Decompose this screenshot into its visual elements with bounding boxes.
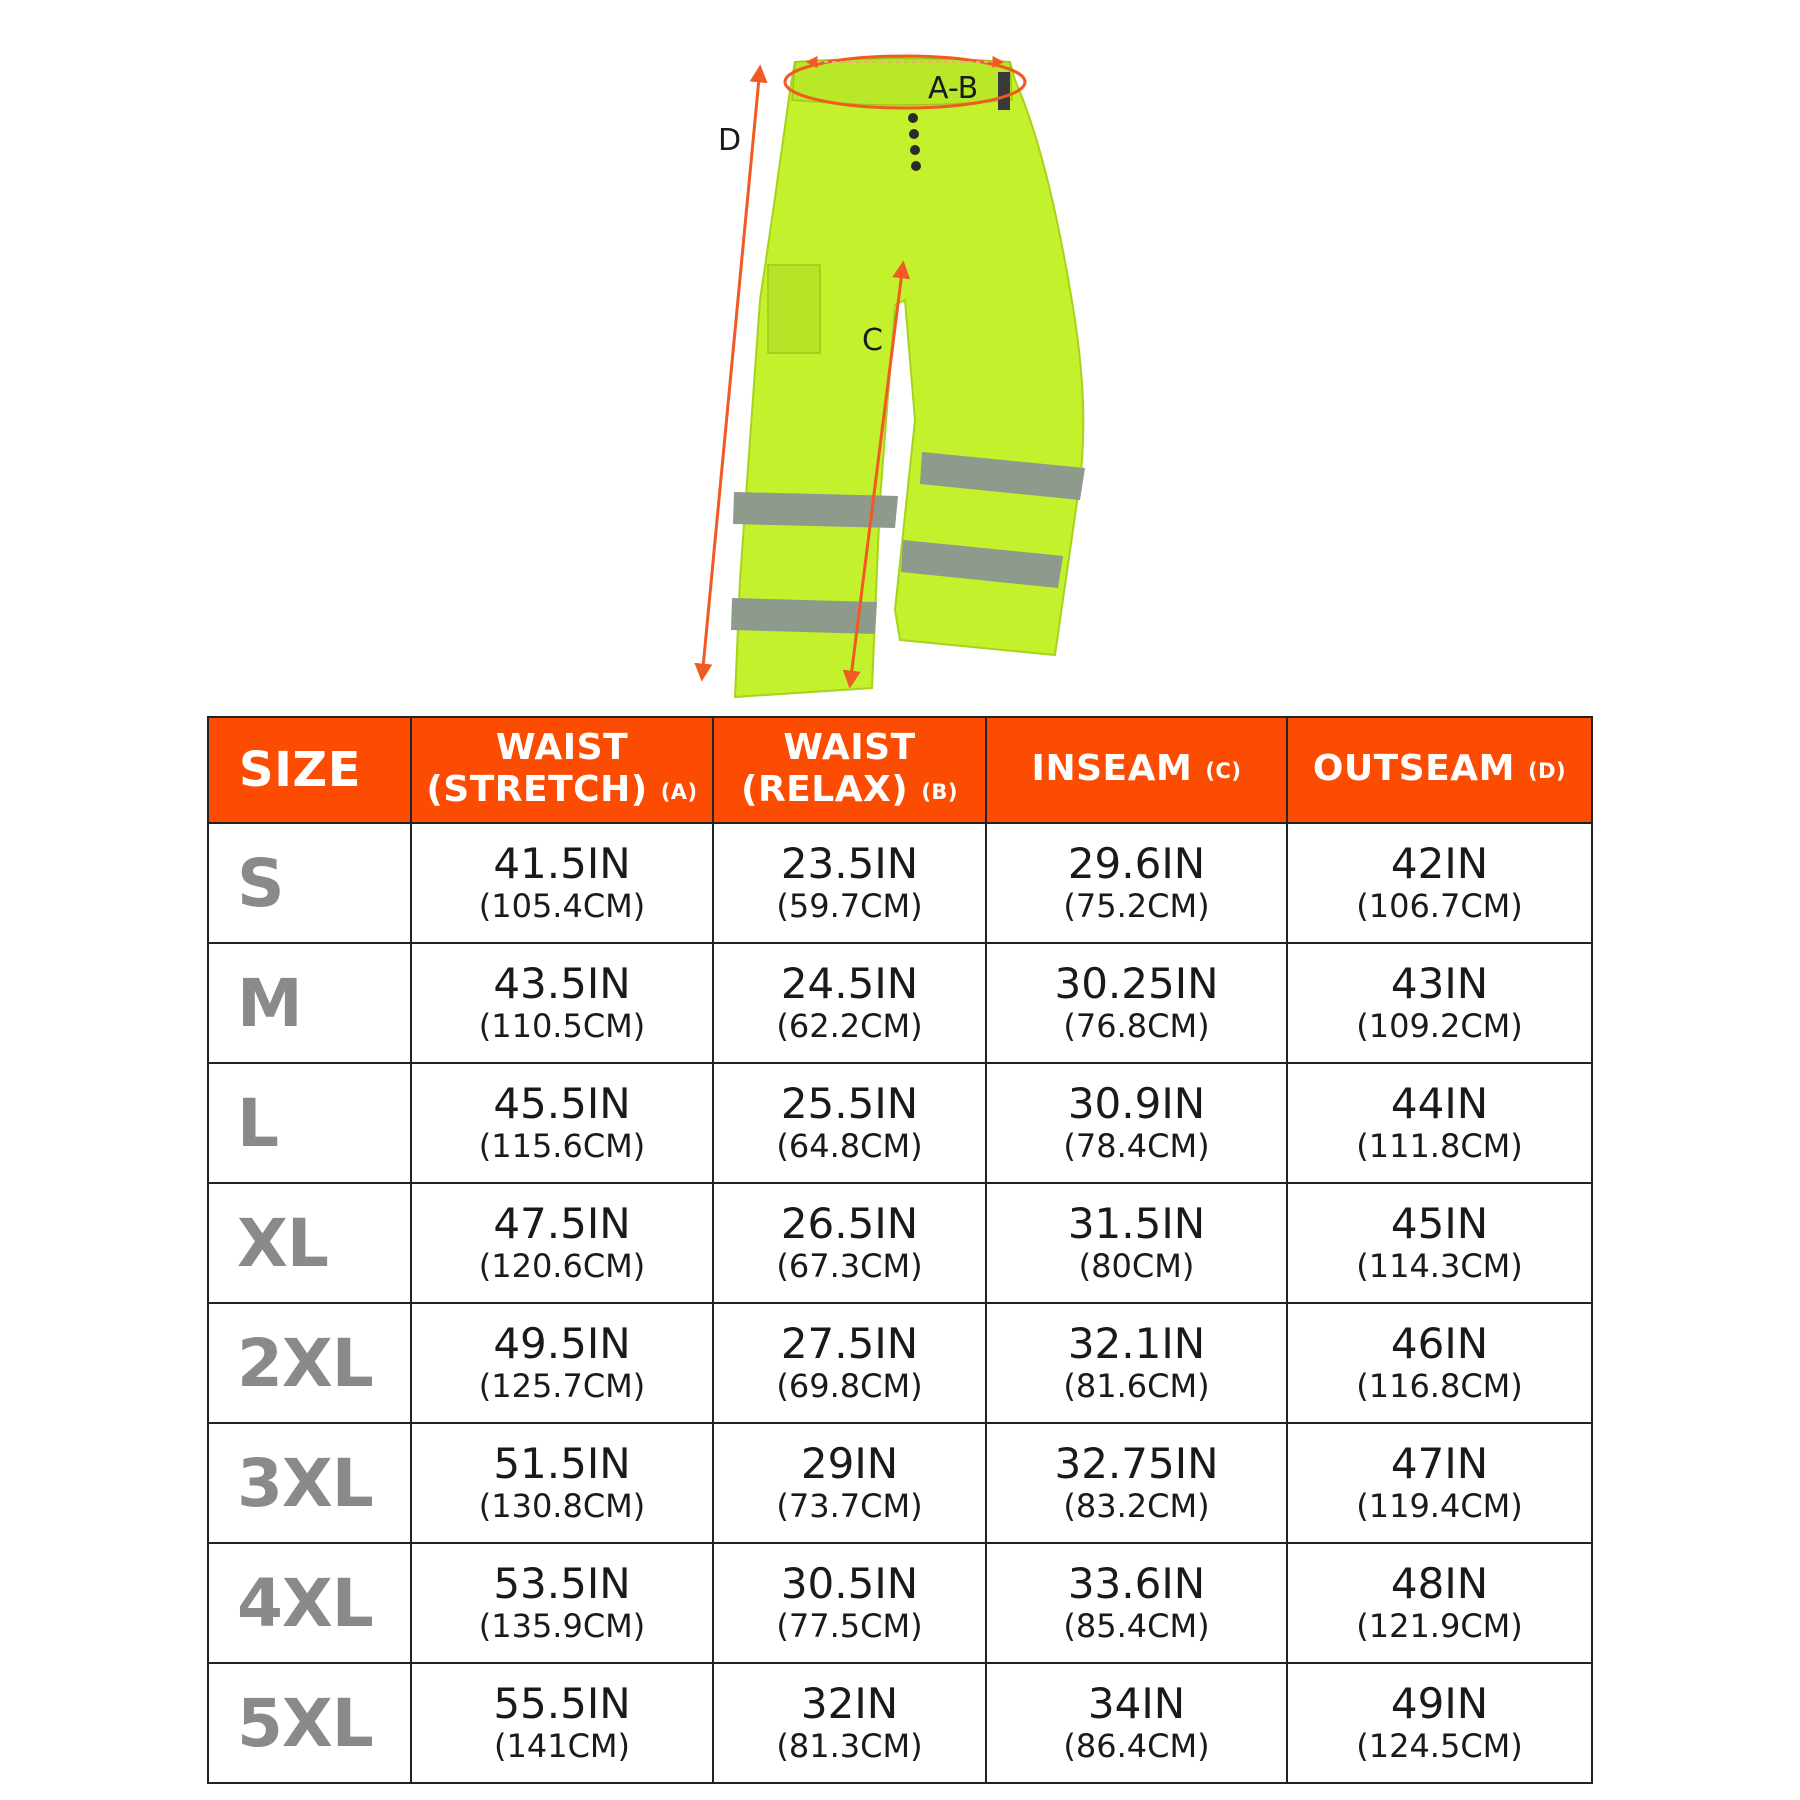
value-centimeters: (116.8CM) bbox=[1356, 1367, 1523, 1405]
value-inches: 45.5IN bbox=[493, 1079, 631, 1128]
value-centimeters: (73.7CM) bbox=[776, 1487, 923, 1525]
value-centimeters: (141CM) bbox=[494, 1727, 630, 1765]
value-inches: 27.5IN bbox=[780, 1319, 919, 1368]
value-inches: 31.5IN bbox=[1067, 1199, 1206, 1248]
measurement-cell bbox=[986, 943, 1287, 1063]
header-main-label: WAIST bbox=[495, 727, 629, 768]
size-label: L bbox=[208, 1063, 411, 1183]
header-main-label: INSEAM bbox=[1031, 748, 1193, 789]
value-inches: 30.5IN bbox=[780, 1559, 919, 1608]
value-inches: 29IN bbox=[800, 1439, 899, 1488]
measurement-cell bbox=[411, 1423, 713, 1543]
size-label: 4XL bbox=[208, 1543, 411, 1663]
value-inches: 42IN bbox=[1390, 839, 1489, 888]
label-d: D bbox=[718, 123, 742, 158]
pants-cargo-pocket bbox=[768, 265, 820, 353]
value-centimeters: (110.5CM) bbox=[478, 1007, 646, 1045]
header-sub-label: (RELAX) bbox=[740, 769, 909, 810]
table-row bbox=[208, 823, 1592, 943]
value-centimeters: (77.5CM) bbox=[776, 1607, 923, 1645]
value-centimeters: (106.7CM) bbox=[1356, 887, 1523, 925]
value-inches: 51.5IN bbox=[493, 1439, 631, 1488]
header-measure-tag: (D) bbox=[1528, 759, 1567, 783]
size-label: S bbox=[208, 823, 411, 943]
size-label: M bbox=[208, 943, 411, 1063]
value-inches: 30.25IN bbox=[1054, 959, 1219, 1008]
measurement-cell bbox=[986, 1183, 1287, 1303]
measurement-cell bbox=[713, 1063, 986, 1183]
measurement-cell bbox=[1287, 1303, 1592, 1423]
value-inches: 33.6IN bbox=[1067, 1559, 1206, 1608]
value-centimeters: (115.6CM) bbox=[478, 1127, 646, 1165]
measurement-cell bbox=[1287, 1423, 1592, 1543]
value-inches: 26.5IN bbox=[780, 1199, 919, 1248]
value-inches: 32.1IN bbox=[1067, 1319, 1206, 1368]
measurement-cell bbox=[986, 1543, 1287, 1663]
table-row bbox=[208, 1663, 1592, 1783]
header-sub-label: (STRETCH) bbox=[426, 769, 648, 810]
value-inches: 43.5IN bbox=[493, 959, 631, 1008]
value-inches: 25.5IN bbox=[780, 1079, 919, 1128]
header-outseam bbox=[1287, 717, 1592, 823]
measurement-cell bbox=[713, 1183, 986, 1303]
size-label: XL bbox=[208, 1183, 411, 1303]
measurement-cell bbox=[713, 943, 986, 1063]
value-inches: 43IN bbox=[1390, 959, 1489, 1008]
value-centimeters: (59.7CM) bbox=[776, 887, 923, 925]
value-centimeters: (80CM) bbox=[1078, 1247, 1195, 1285]
header-measure-tag: (C) bbox=[1205, 759, 1242, 783]
measurement-cell bbox=[1287, 1543, 1592, 1663]
value-centimeters: (83.2CM) bbox=[1063, 1487, 1210, 1525]
value-centimeters: (120.6CM) bbox=[478, 1247, 646, 1285]
value-centimeters: (124.5CM) bbox=[1356, 1727, 1523, 1765]
measurement-cell bbox=[986, 1423, 1287, 1543]
pants-image bbox=[731, 59, 1085, 698]
value-inches: 48IN bbox=[1390, 1559, 1489, 1608]
value-centimeters: (85.4CM) bbox=[1063, 1607, 1210, 1645]
value-centimeters: (78.4CM) bbox=[1063, 1127, 1210, 1165]
value-centimeters: (135.9CM) bbox=[478, 1607, 646, 1645]
value-centimeters: (81.3CM) bbox=[776, 1727, 923, 1765]
value-centimeters: (121.9CM) bbox=[1356, 1607, 1523, 1645]
value-inches: 24.5IN bbox=[780, 959, 919, 1008]
value-inches: 49.5IN bbox=[493, 1319, 631, 1368]
measurement-cell bbox=[1287, 943, 1592, 1063]
header-main-label: WAIST bbox=[783, 727, 916, 768]
header-measure-tag: (B) bbox=[921, 780, 959, 804]
measurement-cell bbox=[411, 1183, 713, 1303]
value-inches: 32IN bbox=[800, 1679, 899, 1728]
value-inches: 30.9IN bbox=[1067, 1079, 1206, 1128]
value-centimeters: (109.2CM) bbox=[1356, 1007, 1523, 1045]
measurement-cell bbox=[1287, 1183, 1592, 1303]
table-row bbox=[208, 1183, 1592, 1303]
value-centimeters: (86.4CM) bbox=[1063, 1727, 1210, 1765]
value-inches: 41.5IN bbox=[493, 839, 631, 888]
measurement-cell bbox=[1287, 1663, 1592, 1783]
value-inches: 44IN bbox=[1390, 1079, 1489, 1128]
measurement-cell bbox=[411, 1063, 713, 1183]
value-inches: 29.6IN bbox=[1067, 839, 1206, 888]
header-waist-stretch bbox=[411, 717, 713, 823]
value-inches: 47IN bbox=[1390, 1439, 1489, 1488]
table-row bbox=[208, 1543, 1592, 1663]
value-centimeters: (105.4CM) bbox=[478, 887, 646, 925]
measurement-cell bbox=[713, 1303, 986, 1423]
measurement-cell bbox=[986, 1063, 1287, 1183]
pants-waistband bbox=[792, 59, 1012, 106]
label-a-b: A-B bbox=[928, 71, 979, 106]
header-main-label: SIZE bbox=[239, 742, 362, 798]
measurement-cell bbox=[411, 1543, 713, 1663]
table-body bbox=[208, 823, 1592, 1783]
measurement-cell bbox=[986, 823, 1287, 943]
header-size bbox=[208, 717, 411, 823]
header-measure-tag: (A) bbox=[660, 780, 698, 804]
measurement-cell bbox=[411, 943, 713, 1063]
value-centimeters: (114.3CM) bbox=[1356, 1247, 1523, 1285]
value-centimeters: (130.8CM) bbox=[478, 1487, 646, 1525]
measurement-cell bbox=[411, 1303, 713, 1423]
header-main-label: OUTSEAM bbox=[1312, 748, 1515, 789]
value-centimeters: (125.7CM) bbox=[478, 1367, 646, 1405]
value-inches: 34IN bbox=[1087, 1679, 1186, 1728]
size-label: 3XL bbox=[208, 1423, 411, 1543]
value-centimeters: (119.4CM) bbox=[1356, 1487, 1523, 1525]
value-centimeters: (111.8CM) bbox=[1356, 1127, 1523, 1165]
table-row bbox=[208, 1303, 1592, 1423]
header-row bbox=[208, 717, 1592, 823]
value-inches: 32.75IN bbox=[1054, 1439, 1219, 1488]
value-inches: 23.5IN bbox=[780, 839, 919, 888]
measurement-cell bbox=[713, 1663, 986, 1783]
value-inches: 55.5IN bbox=[493, 1679, 631, 1728]
label-c: C bbox=[862, 323, 883, 358]
value-centimeters: (67.3CM) bbox=[776, 1247, 923, 1285]
measurement-cell bbox=[713, 823, 986, 943]
value-inches: 53.5IN bbox=[493, 1559, 631, 1608]
value-inches: 46IN bbox=[1390, 1319, 1489, 1368]
pants-measurement-diagram bbox=[0, 0, 1800, 720]
value-inches: 49IN bbox=[1390, 1679, 1489, 1728]
size-chart-table bbox=[207, 716, 1593, 1784]
table-row bbox=[208, 1063, 1592, 1183]
value-centimeters: (75.2CM) bbox=[1063, 887, 1210, 925]
value-centimeters: (62.2CM) bbox=[776, 1007, 923, 1045]
header-waist-relax bbox=[713, 717, 986, 823]
value-centimeters: (69.8CM) bbox=[776, 1367, 923, 1405]
value-centimeters: (81.6CM) bbox=[1063, 1367, 1210, 1405]
size-label: 2XL bbox=[208, 1303, 411, 1423]
value-inches: 47.5IN bbox=[493, 1199, 631, 1248]
table-header bbox=[208, 717, 1592, 823]
table-row bbox=[208, 943, 1592, 1063]
measurement-cell bbox=[411, 823, 713, 943]
table-row bbox=[208, 1423, 1592, 1543]
measurement-cell bbox=[411, 1663, 713, 1783]
measurement-cell bbox=[1287, 1063, 1592, 1183]
value-centimeters: (64.8CM) bbox=[776, 1127, 923, 1165]
value-centimeters: (76.8CM) bbox=[1063, 1007, 1210, 1045]
measurement-cell bbox=[713, 1543, 986, 1663]
pants-label-tag bbox=[998, 72, 1010, 110]
measurement-cell bbox=[986, 1303, 1287, 1423]
size-label: 5XL bbox=[208, 1663, 411, 1783]
value-inches: 45IN bbox=[1390, 1199, 1489, 1248]
measurement-cell bbox=[713, 1423, 986, 1543]
measurement-cell bbox=[986, 1663, 1287, 1783]
measurement-cell bbox=[1287, 823, 1592, 943]
header-inseam bbox=[986, 717, 1287, 823]
